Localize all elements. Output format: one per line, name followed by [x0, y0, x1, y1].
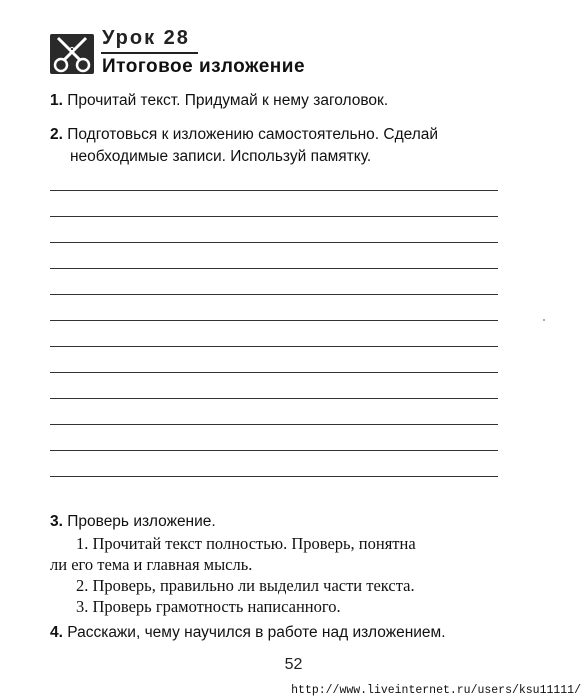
task-number: 4.: [50, 624, 63, 641]
writing-line[interactable]: [50, 190, 498, 191]
checklist-item: 2. Проверь, правильно ли выделил части текста.: [76, 576, 415, 595]
task-number: 1.: [50, 92, 63, 109]
task-text: Расскажи, чему научился в работе над изложением.: [67, 624, 446, 641]
page-title: Итоговое изложение: [102, 56, 306, 77]
writing-line[interactable]: [50, 294, 498, 295]
checklist: [50, 533, 510, 617]
writing-line[interactable]: [50, 372, 498, 373]
writing-line[interactable]: [50, 424, 498, 425]
writing-line[interactable]: [50, 346, 498, 347]
task-3: [50, 511, 216, 533]
task-4: [50, 622, 446, 644]
checklist-item: ли его тема и главная мысль.: [50, 555, 253, 574]
task-text-line: необходимые записи. Используй памятку.: [70, 148, 372, 165]
task-text-line: Подготовься к изложению самостоятельно. Сделай: [67, 126, 439, 143]
checklist-item: 3. Проверь грамотность написанного.: [76, 597, 341, 616]
task-number: 3.: [50, 513, 63, 530]
writing-line[interactable]: [50, 216, 498, 217]
checklist-item: 1. Прочитай текст полностью. Проверь, понятна: [76, 534, 416, 553]
task-number: 2.: [50, 126, 63, 143]
writing-line[interactable]: [50, 320, 498, 321]
writing-line[interactable]: [50, 268, 498, 269]
task-1: [50, 90, 388, 112]
scissors-icon: [50, 34, 94, 74]
task-text: Прочитай текст. Придумай к нему заголовок.: [67, 92, 389, 109]
writing-line[interactable]: [50, 476, 498, 477]
lesson-label: Урок 28: [102, 27, 190, 49]
page-number: 52: [284, 656, 303, 673]
writing-line[interactable]: [50, 398, 498, 399]
lesson-underline: [101, 52, 198, 54]
scan-speck: [543, 319, 545, 321]
writing-line[interactable]: [50, 450, 498, 451]
writing-line[interactable]: [50, 242, 498, 243]
task-text: Проверь изложение.: [67, 513, 216, 530]
task-2: [50, 124, 510, 168]
watermark-url: http://www.liveinternet.ru/users/ksu11111/: [291, 684, 581, 697]
